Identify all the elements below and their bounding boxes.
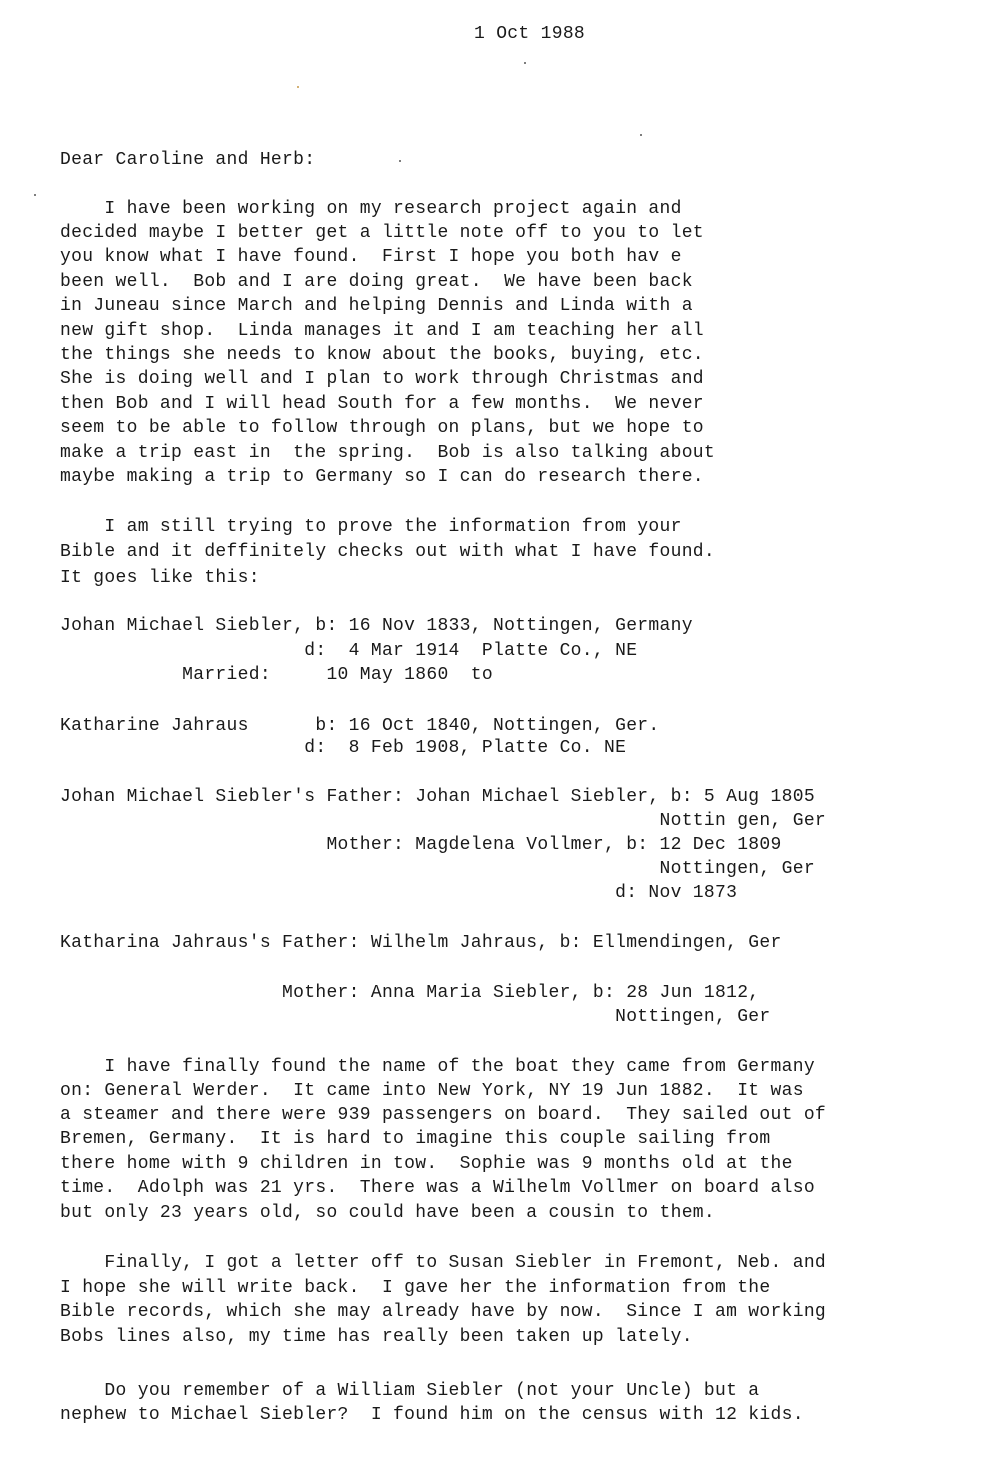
text-line: Finally, I got a letter off to Susan Siebler in Fremont, Neb. and — [60, 1253, 827, 1273]
text-line: been well. Bob and I are doing great. We have been back — [60, 272, 693, 292]
text-line: time. Adolph was 21 yrs. There was a Wilhelm Vollmer on board also — [60, 1178, 815, 1198]
text-line: but only 23 years old, so could have been a cousin to them. — [60, 1203, 716, 1223]
text-line: I have finally found the name of the boat they came from Germany — [60, 1057, 815, 1077]
text-line: Katharina Jahraus's Father: Wilhelm Jahraus, b: Ellmendingen, Ger — [60, 933, 782, 953]
text-line: nephew to Michael Siebler? I found him on the census with 12 kids. — [60, 1405, 804, 1425]
text-line: you know what I have found. First I hope you both hav e — [60, 247, 682, 267]
text-line: d: 8 Feb 1908, Platte Co. NE — [60, 738, 627, 758]
scan-speck — [640, 134, 642, 136]
text-line: Married: 10 May 1860 to — [60, 665, 493, 685]
text-line: Katharine Jahraus b: 16 Oct 1840, Nottingen, Ger. — [60, 716, 660, 736]
salutation: Dear Caroline and Herb: — [60, 150, 316, 170]
text-line: It goes like this: — [60, 568, 260, 588]
text-line: on: General Werder. It came into New York, NY 19 Jun 1882. It was — [60, 1081, 804, 1101]
scan-speck — [399, 160, 401, 162]
text-line: maybe making a trip to Germany so I can do research there. — [60, 467, 704, 487]
text-line: Mother: Magdelena Vollmer, b: 12 Dec 1809 — [60, 835, 782, 855]
text-line: in Juneau since March and helping Dennis and Linda with a — [60, 296, 693, 316]
scan-speck — [34, 194, 36, 196]
text-line: Mother: Anna Maria Siebler, b: 28 Jun 1812, — [60, 983, 760, 1003]
text-line: Bobs lines also, my time has really been taken up lately. — [60, 1327, 693, 1347]
text-line: Bible and it deffinitely checks out with what I have found. — [60, 542, 716, 562]
scan-speck — [297, 86, 299, 88]
text-line: decided maybe I better get a little note off to you to let — [60, 223, 704, 243]
text-line: d: 4 Mar 1914 Platte Co., NE — [60, 641, 638, 661]
text-line: I am still trying to prove the information from your — [60, 517, 682, 537]
text-line: a steamer and there were 939 passengers on board. They sailed out of — [60, 1105, 827, 1125]
text-line: Johan Michael Siebler, b: 16 Nov 1833, Nottingen, Germany — [60, 616, 693, 636]
text-line: make a trip east in the spring. Bob is also talking about — [60, 443, 716, 463]
text-line: Do you remember of a William Siebler (not your Uncle) but a — [60, 1381, 760, 1401]
text-line: Nottingen, Ger — [60, 1007, 771, 1027]
text-line: Bremen, Germany. It is hard to imagine this couple sailing from — [60, 1129, 771, 1149]
text-line: I have been working on my research project again and — [60, 199, 682, 219]
text-line: the things she needs to know about the books, buying, etc. — [60, 345, 704, 365]
text-line: Johan Michael Siebler's Father: Johan Michael Siebler, b: 5 Aug 1805 — [60, 787, 815, 807]
letter-date: 1 Oct 1988 — [474, 24, 586, 44]
text-line: there home with 9 children in tow. Sophie was 9 months old at the — [60, 1154, 793, 1174]
text-line: d: Nov 1873 — [60, 883, 738, 903]
scan-speck — [524, 62, 526, 64]
text-line: then Bob and I will head South for a few months. We never — [60, 394, 704, 414]
text-line: Nottingen, Ger — [60, 859, 815, 879]
text-line: Bible records, which she may already have by now. Since I am working — [60, 1302, 827, 1322]
text-line: Nottin gen, Ger — [60, 811, 827, 831]
text-line: She is doing well and I plan to work through Christmas and — [60, 369, 704, 389]
text-line: I hope she will write back. I gave her the information from the — [60, 1278, 771, 1298]
text-line: new gift shop. Linda manages it and I am teaching her all — [60, 321, 704, 341]
text-line: seem to be able to follow through on plans, but we hope to — [60, 418, 704, 438]
